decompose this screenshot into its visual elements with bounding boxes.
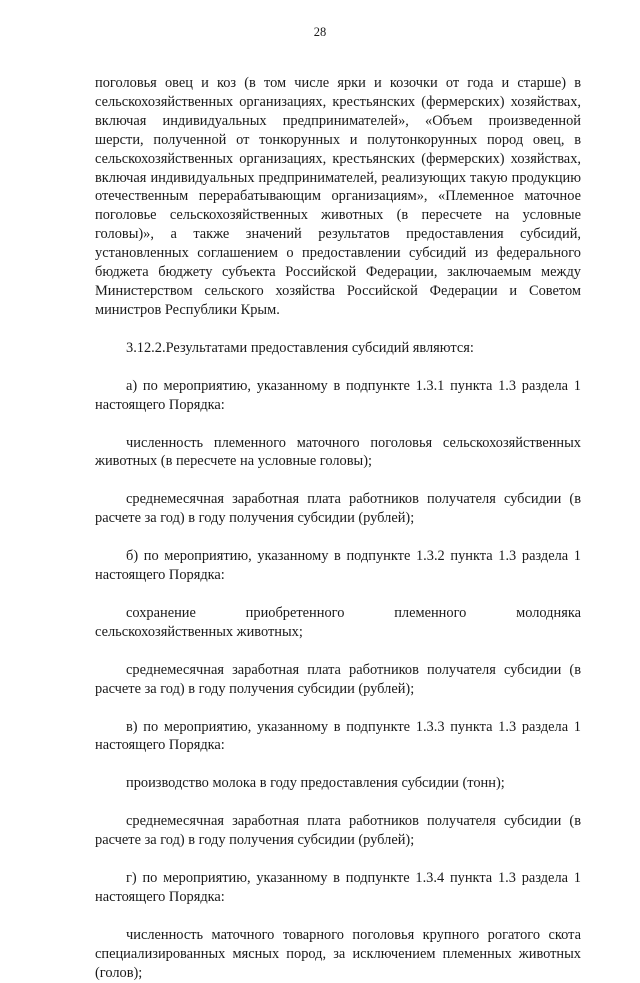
paragraph-item-v: в) по мероприятию, указанному в подпункте 1.3.3 пункта 1.3 раздела 1 настоящего Порядка: bbox=[95, 718, 581, 754]
paragraph-item-g-result-1: численность маточного товарного поголовья крупного рогатого скота специализированных мясных пород, за исключением племенных животных (голов); bbox=[95, 926, 581, 981]
paragraph-item-a-result-2: среднемесячная заработная плата работников получателя субсидии (в расчете за год) в году получения субсидии (рублей); bbox=[95, 491, 581, 527]
paragraph-item-a: а) по мероприятию, указанному в подпункте 1.3.1 пункта 1.3 раздела 1 настоящего Порядка: bbox=[95, 377, 581, 413]
paragraph-item-v-result-2: среднемесячная заработная плата работников получателя субсидии (в расчете за год) в году получения субсидии (рублей); bbox=[95, 813, 581, 849]
paragraph-continuation: поголовья овец и коз (в том числе ярки и козочки от года и старше) в сельскохозяйственных организациях, крестьянских (фермерских) хозяйствах, включая индивидуальных предпринимателей», «Объем произведенной шерсти, полученной от тонкорунных и полутонкорунных пород овец, в сельскохозяйственных организациях, крестьянских (фермерских) хозяйствах, включая индивидуальных предпринимателей, реализующих такую продукцию отечественным перерабатывающим организациям», «Племенное маточное поголовье сельскохозяйственных животных (в пересчете на условные головы)», а также значений результатов предоставления субсидий, установленных соглашением о предоставлении субсидий из федерального бюджета бюджету субъекта Российской Федерации, заключаемым между Министерством сельского хозяйства Российской Федерации и Советом министров Республики Крым. bbox=[95, 75, 581, 318]
paragraph-item-a-result-1: численность племенного маточного поголовья сельскохозяйственных животных (в пересчете на условные головы); bbox=[95, 434, 581, 470]
paragraph-item-b-result-2: среднемесячная заработная плата работников получателя субсидии (в расчете за год) в году получения субсидии (рублей); bbox=[95, 661, 581, 697]
paragraph-section-3-12-2: 3.12.2.Результатами предоставления субсидий являются: bbox=[126, 339, 474, 356]
paragraph-item-b-result-1: сохранение приобретенного племенного молодняка сельскохозяйственных животных; bbox=[95, 604, 581, 640]
document-body bbox=[95, 74, 581, 983]
paragraph-item-g: г) по мероприятию, указанному в подпункте 1.3.4 пункта 1.3 раздела 1 настоящего Порядка: bbox=[95, 870, 581, 905]
page-number: 28 bbox=[313, 25, 327, 39]
paragraph-item-v-result-1: производство молока в году предоставления субсидии (тонн); bbox=[126, 775, 505, 792]
paragraph-item-b: б) по мероприятию, указанному в подпункте 1.3.2 пункта 1.3 раздела 1 настоящего Порядка: bbox=[95, 548, 581, 584]
